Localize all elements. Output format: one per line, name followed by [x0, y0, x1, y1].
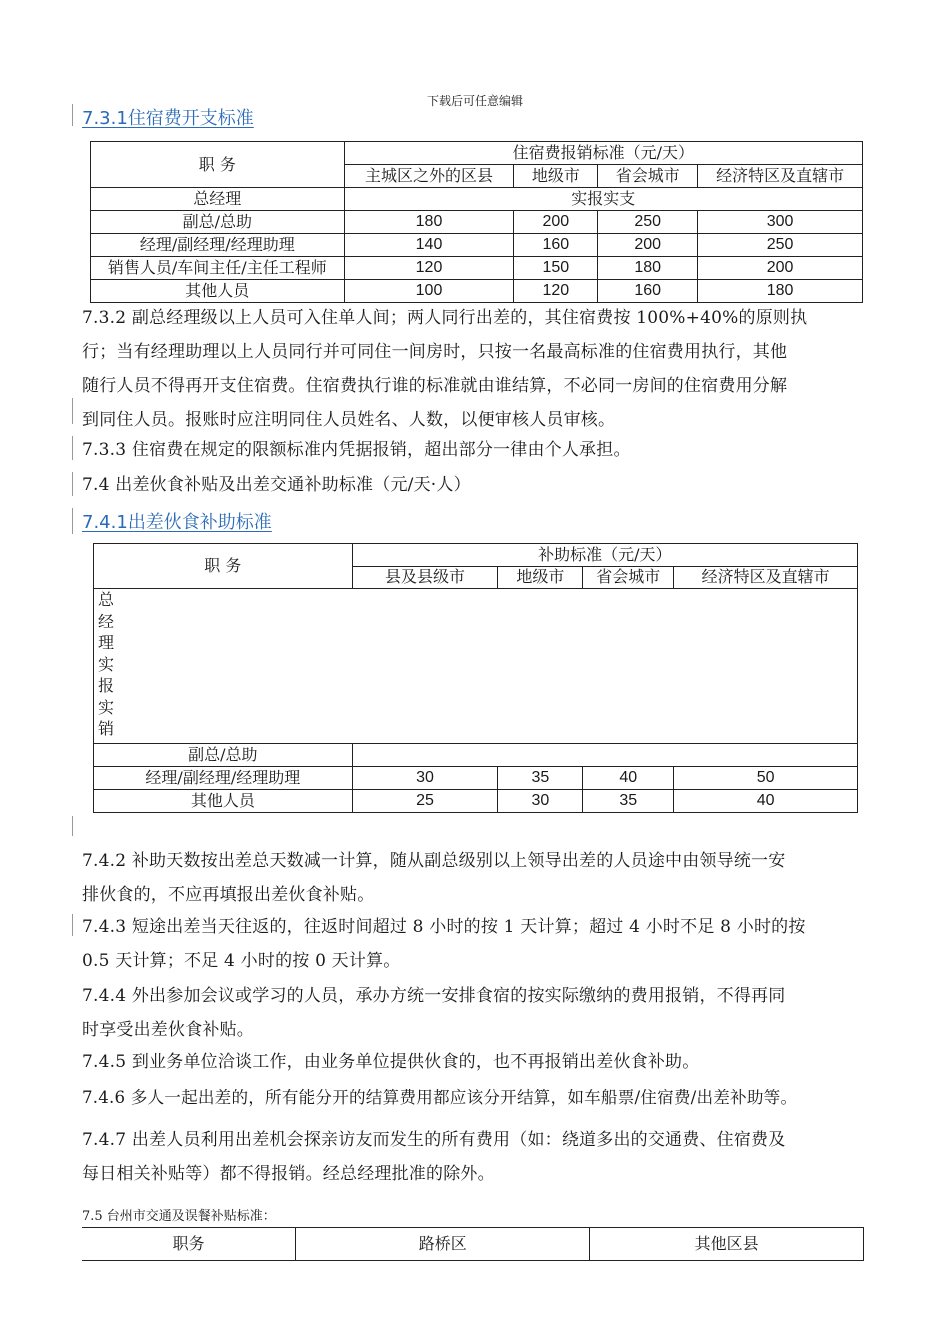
column-header: 职务	[82, 1228, 296, 1261]
sub-header: 经济特区及直辖市	[674, 566, 858, 589]
cell-value: 120	[514, 280, 598, 303]
column-header: 路桥区	[296, 1228, 590, 1261]
paragraph-7-4-4	[82, 979, 882, 1047]
group-header: 补助标准（元/天）	[352, 544, 857, 567]
empty-cell	[352, 744, 857, 767]
paragraph-7-4-6: 7.4.6 多人一起出差的，所有能分开的结算费用都应该分开结算，如车船票/住宿费/出差补助等。	[82, 1088, 798, 1107]
cell-value: 30	[498, 790, 583, 813]
section-number: 7.4.1	[82, 512, 128, 533]
row-label: 经理/副经理/经理助理	[94, 767, 353, 790]
sub-header: 县及县级市	[352, 566, 498, 589]
vertical-text: 总经理实报实销	[98, 590, 115, 738]
table-row	[91, 234, 863, 257]
gm-vertical-label	[94, 589, 126, 744]
cell-value: 实报实支	[344, 188, 862, 211]
table-row	[94, 589, 858, 744]
cell-value: 250	[698, 234, 863, 257]
empty-cell	[125, 589, 857, 744]
table-row	[94, 790, 858, 813]
sub-header: 省会城市	[583, 566, 674, 589]
cell-value: 200	[698, 257, 863, 280]
table-row	[94, 744, 858, 767]
text-line: 排伙食的，不应再填报出差伙食补贴。	[82, 885, 375, 905]
cell-value: 100	[344, 280, 514, 303]
margin-bar	[72, 398, 73, 424]
cell-value: 200	[514, 211, 598, 234]
cell-value: 300	[698, 211, 863, 234]
margin-bar	[72, 104, 73, 126]
margin-bar	[72, 472, 73, 496]
text-line: 时享受出差伙食补贴。	[82, 1020, 254, 1040]
paragraph-7-5: 7.5 台州市交通及误餐补贴标准：	[82, 1209, 276, 1224]
text-line: 每日相关补贴等）都不得报销。经总经理批准的除外。	[82, 1164, 495, 1184]
cell-value: 30	[352, 767, 498, 790]
cell-value: 200	[598, 234, 698, 257]
transport-table	[82, 1227, 864, 1261]
cell-value: 50	[674, 767, 858, 790]
margin-bar	[72, 816, 73, 836]
section-title: 出差伙食补助标准	[127, 512, 272, 533]
margin-bar	[72, 508, 73, 534]
text-line: 行；当有经理助理以上人员同行并可同住一间房时，只按一名最高标准的住宿费用执行，其他	[82, 342, 788, 362]
paragraph-7-4-5: 7.4.5 到业务单位洽谈工作，由业务单位提供伙食的，也不再报销出差伙食补助。	[82, 1052, 700, 1072]
section-heading-7-3-1[interactable]	[82, 104, 254, 130]
table-row	[91, 188, 863, 211]
col-title: 职 务	[91, 142, 345, 188]
section-title: 住宿费开支标准	[127, 108, 254, 129]
text-line: 7.3.2 副总经理级以上人员可入住单人间；两人同行出差的，其住宿费按 100%+40%的原则执	[82, 308, 808, 328]
paragraph-7-4-7	[82, 1123, 882, 1191]
paragraph-7-3-3: 7.3.3 住宿费在规定的限额标准内凭据报销，超出部分一律由个人承担。	[82, 440, 631, 460]
cell-value: 40	[583, 767, 674, 790]
table-row	[94, 767, 858, 790]
section-number: 7.3.1	[82, 108, 128, 129]
cell-value: 120	[344, 257, 514, 280]
col-title: 职 务	[94, 544, 353, 589]
cell-value: 250	[598, 211, 698, 234]
row-label: 其他人员	[94, 790, 353, 813]
cell-value: 180	[598, 257, 698, 280]
row-label: 其他人员	[91, 280, 345, 303]
table-header-row	[82, 1228, 864, 1261]
meal-subsidy-table	[93, 543, 858, 813]
accommodation-table	[90, 141, 863, 303]
cell-value: 35	[583, 790, 674, 813]
text-line: 随行人员不得再开支住宿费。住宿费执行谁的标准就由谁结算，不必同一房间的住宿费用分解	[82, 376, 788, 396]
row-label: 销售人员/车间主任/主任工程师	[91, 257, 345, 280]
paragraph-7-4: 7.4 出差伙食补贴及出差交通补助标准（元/天·人）	[82, 475, 471, 495]
section-heading-7-4-1[interactable]	[82, 508, 272, 534]
table-row	[91, 211, 863, 234]
group-header: 住宿费报销标准（元/天）	[344, 142, 862, 165]
table-row	[91, 280, 863, 303]
text-line: 7.4.3 短途出差当天往返的，往返时间超过 8 小时的按 1 天计算；超过 4 小时不足 8 小时的按	[82, 917, 806, 937]
paragraph-7-4-2	[82, 844, 882, 912]
margin-bar	[72, 436, 73, 460]
text-line: 7.4.2 补助天数按出差总天数减一计算，随从副总级别以上领导出差的人员途中由领导统一安	[82, 851, 786, 871]
sub-header: 省会城市	[598, 165, 698, 188]
cell-value: 180	[344, 211, 514, 234]
row-label: 经理/副经理/经理助理	[91, 234, 345, 257]
paragraph-7-4-3	[82, 910, 882, 978]
cell-value: 25	[352, 790, 498, 813]
sub-header: 经济特区及直辖市	[698, 165, 863, 188]
cell-value: 160	[598, 280, 698, 303]
column-header: 其他区县	[590, 1228, 864, 1261]
sub-header: 地级市	[498, 566, 583, 589]
cell-value: 40	[674, 790, 858, 813]
row-label: 副总/总助	[91, 211, 345, 234]
margin-bar	[72, 914, 73, 936]
text-line: 7.4.4 外出参加会议或学习的人员，承办方统一安排食宿的按实际缴纳的费用报销，不得再同	[82, 986, 786, 1006]
table-row	[91, 257, 863, 280]
paragraph-7-3-2	[82, 301, 882, 437]
row-label: 总经理	[91, 188, 345, 211]
text-line: 7.4.7 出差人员利用出差机会探亲访友而发生的所有费用（如：绕道多出的交通费、住宿费及	[82, 1130, 786, 1150]
cell-value: 140	[344, 234, 514, 257]
cell-value: 180	[698, 280, 863, 303]
header-note: 下载后可任意编辑	[426, 94, 523, 108]
sub-header: 主城区之外的区县	[344, 165, 514, 188]
text-line: 到同住人员。报账时应注明同住人员姓名、人数，以便审核人员审核。	[82, 410, 616, 430]
cell-value: 160	[514, 234, 598, 257]
cell-value: 150	[514, 257, 598, 280]
row-label: 副总/总助	[94, 744, 353, 767]
sub-header: 地级市	[514, 165, 598, 188]
text-line: 0.5 天计算；不足 4 小时的按 0 天计算。	[82, 951, 401, 971]
cell-value: 35	[498, 767, 583, 790]
